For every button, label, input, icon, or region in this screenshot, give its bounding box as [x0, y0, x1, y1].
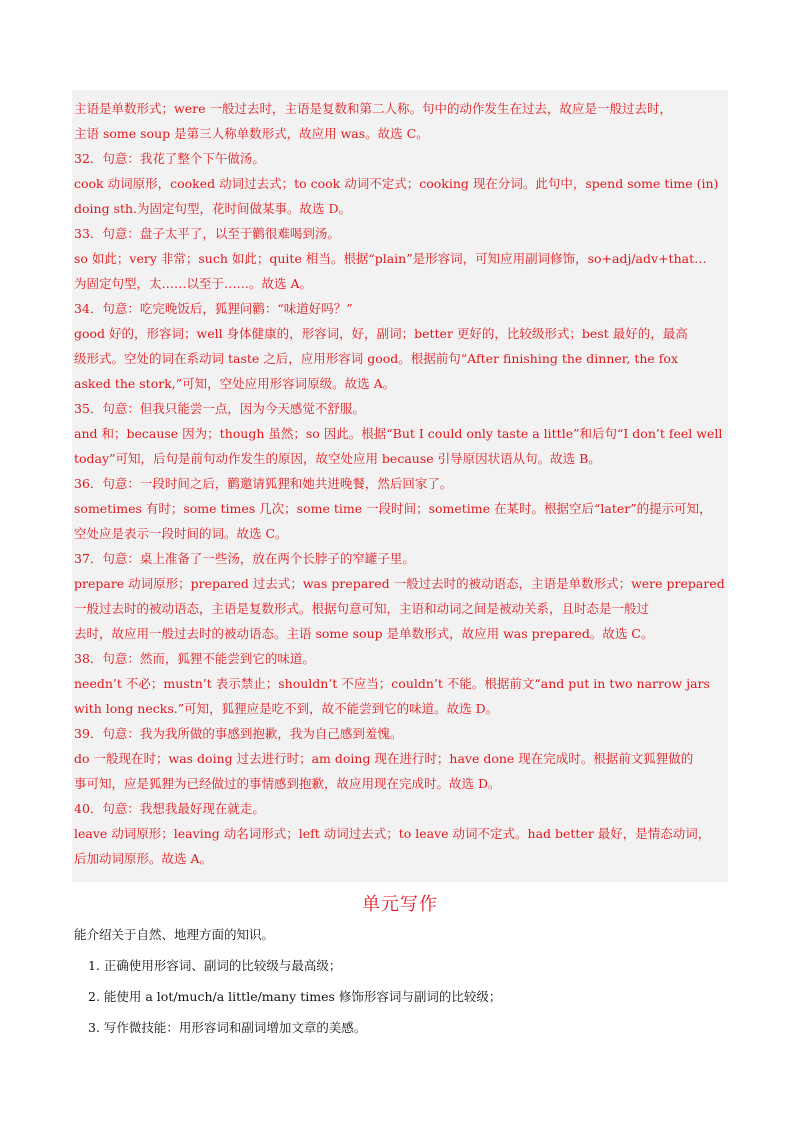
writing-goal-item: 1. 正确使用形容词、副词的比较级与最高级；	[88, 958, 342, 973]
answer-line: 为固定句型，太……以至于……。故选 A。	[74, 276, 313, 291]
answer-line: asked the stork,”可知，空处应用形容词原级。故选 A。	[74, 376, 396, 391]
writing-goal-item: 3. 写作微技能：用形容词和副词增加文章的美感。	[88, 1020, 367, 1035]
answer-line: 空处应是表示一段时间的词。故选 C。	[74, 526, 288, 541]
answer-line: 35．句意：但我只能尝一点，因为今天感觉不舒服。	[74, 401, 365, 416]
answer-line: 主语是单数形式；were 一般过去时，主语是复数和第二人称。句中的动作发生在过去，故应是一般过去时，	[74, 101, 672, 116]
answer-line: prepare 动词原形；prepared 过去式；was prepared 一般过去时的被动语态，主语是单数形式；were prepared	[74, 576, 725, 591]
answer-line: so 如此；very 非常；such 如此；quite 相当。根据“plain”是形容词，可知应用副词修饰，so+adj/adv+that…	[74, 251, 707, 266]
answer-line: 级形式。空处的词在系动词 taste 之后，应用形容词 good。根据前句“After finishing the dinner, the fox	[74, 351, 678, 366]
answer-line: 一般过去时的被动语态，主语是复数形式。根据句意可知，主语和动词之间是被动关系，且时态是一般过	[74, 601, 650, 616]
answer-line: with long necks.”可知，狐狸应是吃不到，故不能尝到它的味道。故选 D。	[74, 701, 499, 716]
answer-line: doing sth.为固定句型，花时间做某事。故选 D。	[74, 201, 352, 216]
answer-line: today”可知，后句是前句动作发生的原因，故空处应用 because 引导原因状语从句。故选 B。	[74, 451, 601, 466]
answer-line: needn’t 不必；mustn’t 表示禁止；shouldn’t 不应当；couldn’t 不能。根据前文“and put in two narrow jars	[74, 676, 710, 691]
writing-intro: 能介绍关于自然、地理方面的知识。	[74, 927, 275, 942]
answer-line: good 好的，形容词；well 身体健康的，形容词，好，副词；better 更好的，比较级形式；best 最好的，最高	[74, 326, 688, 341]
answer-explanations	[74, 96, 728, 871]
answer-line: sometimes 有时；some times 几次；some time 一段时间；sometime 在某时。根据空后“later”的提示可知，	[74, 501, 712, 516]
writing-goal-item: 2. 能使用 a lot/much/a little/many times 修饰形容词与副词的比较级；	[88, 989, 502, 1004]
answer-line: 39．句意：我为我所做的事感到抱歉，我为自己感到羞愧。	[74, 726, 403, 741]
answer-line: 37．句意：桌上准备了一些汤，放在两个长脖子的窄罐子里。	[74, 551, 415, 566]
answer-line: 36．句意：一段时间之后，鹳邀请狐狸和她共进晚餐，然后回家了。	[74, 476, 453, 491]
answer-line: 33．句意：盘子太平了，以至于鹳很难喝到汤。	[74, 226, 340, 241]
answer-line: leave 动词原形；leaving 动名词形式；left 动词过去式；to leave 动词不定式。had better 最好，是情态动词，	[74, 826, 711, 841]
answer-line: 38．句意：然而，狐狸不能尝到它的味道。	[74, 651, 315, 666]
answer-line: 后加动词原形。故选 A。	[74, 851, 213, 866]
answer-line: 34．句意：吃完晚饭后，狐狸问鹳：“味道好吗？”	[74, 301, 353, 316]
answer-line: 事可知，应是狐狸为已经做过的事情感到抱歉，故应用现在完成时。故选 D。	[74, 776, 501, 791]
answer-line: 32．句意：我花了整个下午做汤。	[74, 151, 265, 166]
answer-line: 主语 some soup 是第三人称单数形式，故应用 was。故选 C。	[74, 126, 429, 141]
answer-line: do 一般现在时；was doing 过去进行时；am doing 现在进行时；have done 现在完成时。根据前文狐狸做的	[74, 751, 694, 766]
writing-goals-list	[88, 950, 501, 1043]
answer-line: cook 动词原形，cooked 动词过去式；to cook 动词不定式；cooking 现在分词。此句中，spend some time (in)	[74, 176, 719, 191]
answer-line: 40．句意：我想我最好现在就走。	[74, 801, 265, 816]
answer-line: and 和；because 因为；though 虽然；so 因此。根据“But I could only taste a little”和后句“I don’t feel well	[74, 426, 723, 441]
answer-line: 去时，故应用一般过去时的被动语态。主语 some soup 是单数形式，故应用 was prepared。故选 C。	[74, 626, 654, 641]
section-title: 单元写作	[362, 894, 438, 915]
